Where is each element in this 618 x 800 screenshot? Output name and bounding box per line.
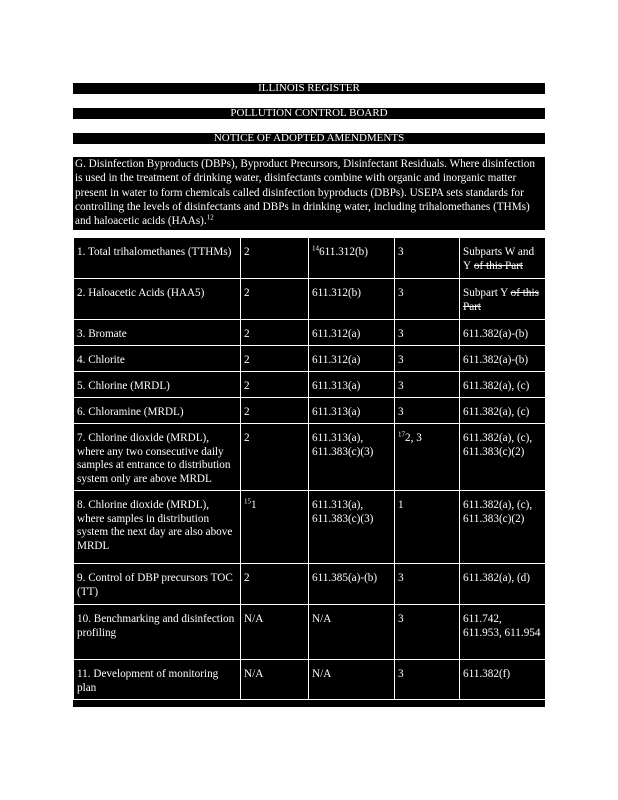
table-row [74,398,546,424]
subpart-cell [460,491,546,564]
rt-cell-text: 1 [398,499,404,511]
subpart-cell [460,279,546,320]
section-cell [309,238,395,279]
section-cell-text: 611.312(a) [312,328,361,340]
contaminant-cell-text: 10. Benchmarking and disinfection profiling [77,613,235,639]
contaminant-cell [74,346,241,372]
contaminant-cell-text: 6. Chloramine (MRDL) [77,406,184,418]
section-cell [309,564,395,605]
rt-cell [395,279,460,320]
rt-cell [395,424,460,491]
subpart-cell-text: 611.382(a), (c), 611.383(c)(2) [463,499,533,525]
subpart-cell [460,320,546,346]
tier-cell [241,564,309,605]
section-cell-text: 611.313(a), 611.383(c)(3) [312,432,374,458]
contaminant-cell [74,372,241,398]
subpart-cell-text: 611.382(a), (d) [463,572,530,584]
rt-cell-text: 2, 3 [405,432,422,444]
rt-cell [395,564,460,605]
notice-title: NOTICE OF ADOPTED AMENDMENTS [73,133,545,144]
table-row [74,279,546,320]
tier-cell-text: N/A [244,613,264,625]
contaminant-cell-text: 1. Total trihalomethanes (TTHMs) [77,246,232,258]
contaminant-cell [74,320,241,346]
subpart-cell-text: 611.382(a), (c), 611.383(c)(2) [463,432,533,458]
subpart-cell [460,398,546,424]
tier-cell [241,424,309,491]
rt-cell-text: 3 [398,354,404,366]
table-row [74,564,546,605]
tier-cell [241,660,309,700]
tier-cell [241,605,309,660]
subpart-cell [460,238,546,279]
section-cell-text: 611.385(a)-(b) [312,572,378,584]
contaminant-cell [74,564,241,605]
tier-cell-text: 2 [244,572,250,584]
table-body [74,238,546,700]
section-cell [309,279,395,320]
tier-cell-text: 2 [244,246,250,258]
subpart-cell-text: 611.382(f) [463,668,511,680]
subpart-cell-text: Subparts W and Y [463,246,535,272]
subpart-cell-struck-text: of this Part [473,259,523,272]
subpart-cell [460,660,546,700]
table-row [74,346,546,372]
table-row [74,605,546,660]
subpart-cell [460,372,546,398]
section-cell-text: 611.312(a) [312,354,361,366]
section-cell [309,320,395,346]
contaminant-cell [74,424,241,491]
subpart-cell [460,605,546,660]
rt-cell-text: 3 [398,380,404,392]
rt-cell [395,605,460,660]
contaminant-cell [74,238,241,279]
subpart-cell-text: 611.742, 611.953, 611.954 [463,613,541,639]
rt-cell-text: 3 [398,246,404,258]
contaminant-cell-text: 4. Chlorite [77,354,125,366]
section-cell-footnote: 14 [312,244,319,253]
table-row [74,320,546,346]
section-cell [309,491,395,564]
table-row [74,238,546,279]
section-cell [309,398,395,424]
subpart-cell-struck-text: of this Part [463,287,539,313]
rt-cell-text: 3 [398,328,404,340]
rt-cell-text: 3 [398,287,404,299]
section-cell-text: 611.313(a), 611.383(c)(3) [312,499,374,525]
subpart-cell-text: 611.382(a)-(b) [463,328,529,340]
tier-cell-text: 2 [244,406,250,418]
subpart-cell [460,346,546,372]
tier-cell-text: 1 [251,499,257,511]
rt-cell-text: 3 [398,572,404,584]
subpart-cell [460,564,546,605]
tier-cell-text: 2 [244,287,250,299]
section-cell-text: 611.313(a) [312,406,361,418]
contaminant-cell [74,398,241,424]
rt-cell-text: 3 [398,613,404,625]
tier-cell [241,320,309,346]
table-row [74,491,546,564]
subpart-cell-text: 611.382(a)-(b) [463,354,529,366]
contaminant-cell [74,279,241,320]
contaminant-cell-text: 8. Chlorine dioxide (MRDL), where samples in distribution system the next day are also above MRDL [77,499,233,552]
intro-footnote: 12 [206,213,214,222]
rt-cell-text: 3 [398,406,404,418]
contaminant-cell-text: 7. Chlorine dioxide (MRDL), where any two consecutive daily samples at entrance to distribution system only are above MRDL [77,432,231,485]
tier-cell-text: 2 [244,328,250,340]
rt-cell-text: 3 [398,668,404,680]
section-cell-text: 611.312(b) [312,287,361,299]
rt-cell [395,398,460,424]
contaminant-cell-text: 3. Bromate [77,328,127,340]
subpart-cell-text: 611.382(a), (c) [463,406,530,418]
rt-cell [395,238,460,279]
contaminant-cell-text: 5. Chlorine (MRDL) [77,380,170,392]
section-cell [309,660,395,700]
contaminant-cell-text: 2. Haloacetic Acids (HAA5) [77,287,205,299]
tier-cell [241,398,309,424]
contaminant-cell [74,491,241,564]
section-cell-text: 611.312(b) [319,246,368,258]
contaminant-cell [74,660,241,700]
intro-text: G. Disinfection Byproducts (DBPs), Byproduct Precursors, Disinfectant Residuals. Where disinfection is used in the treatment of drinking water, disinfectants combine with organic and inorganic matter present in water to form chemicals called disinfection byproducts (DBPs). USEPA sets standards for controlling the levels of disinfectants and DBPs in drinking water, including trihalomethanes (THMs) and haloacetic acids (HAAs). [75,158,535,228]
rt-cell [395,346,460,372]
section-cell [309,605,395,660]
tier-cell-text: 2 [244,432,250,444]
rt-cell [395,320,460,346]
subpart-cell-text: Subpart Y [463,287,508,299]
table-row [74,660,546,700]
dbp-table [73,237,545,707]
section-cell-text: N/A [312,668,332,680]
tier-cell [241,346,309,372]
table-row [74,424,546,491]
contaminant-cell-text: 9. Control of DBP precursors TOC (TT) [77,572,233,598]
tier-cell-text: 2 [244,354,250,366]
tier-cell [241,372,309,398]
section-cell-text: N/A [312,613,332,625]
contaminant-cell-text: 11. Development of monitoring plan [77,668,219,694]
register-title: ILLINOIS REGISTER [73,83,545,94]
section-cell-text: 611.313(a) [312,380,361,392]
rt-cell-footnote: 17 [398,430,405,439]
rt-cell [395,491,460,564]
board-title: POLLUTION CONTROL BOARD [73,108,545,119]
contaminant-cell [74,605,241,660]
section-cell [309,346,395,372]
subpart-cell-text: 611.382(a), (c) [463,380,530,392]
table-row [74,372,546,398]
subpart-cell [460,424,546,491]
section-cell [309,372,395,398]
intro-paragraph [73,157,545,230]
tier-cell [241,238,309,279]
tier-cell [241,279,309,320]
tier-cell [241,491,309,564]
tier-cell-text: N/A [244,668,264,680]
tier-cell-text: 2 [244,380,250,392]
section-cell [309,424,395,491]
rt-cell [395,372,460,398]
rt-cell [395,660,460,700]
tier-cell-footnote: 15 [244,497,251,506]
